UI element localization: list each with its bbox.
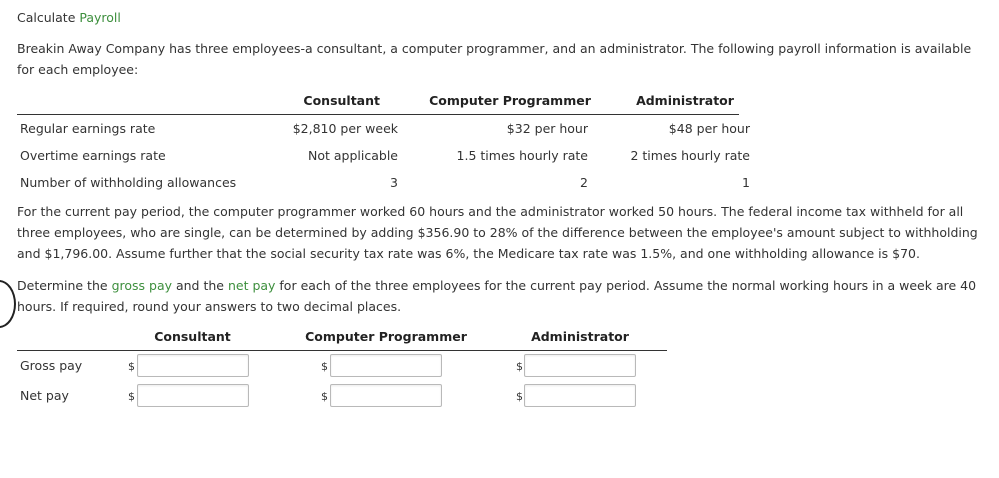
edge-circle-decoration xyxy=(0,280,16,328)
net-pay-label: Net pay xyxy=(20,388,69,403)
info-col-consultant: Consultant xyxy=(303,93,380,108)
info-cell: $2,810 per week xyxy=(292,121,398,136)
currency-symbol: $ xyxy=(516,390,523,403)
answer-col-administrator: Administrator xyxy=(531,329,629,344)
gross-pay-label: Gross pay xyxy=(20,358,83,373)
gross-pay-consultant-input[interactable] xyxy=(137,354,249,377)
answer-table-rule xyxy=(17,350,667,351)
info-cell: Not applicable xyxy=(308,148,398,163)
info-row-label: Regular earnings rate xyxy=(20,121,156,136)
gross-pay-administrator-input[interactable] xyxy=(524,354,636,377)
info-col-programmer: Computer Programmer xyxy=(429,93,591,108)
info-row-label: Number of withholding allowances xyxy=(20,175,237,190)
intro-text: Breakin Away Company has three employees-a consultant, a computer programmer, and an administrator. The following payroll information is available for each employee: xyxy=(17,41,972,77)
net-pay-consultant-input[interactable] xyxy=(137,384,249,407)
info-cell: 3 xyxy=(390,175,398,190)
details-text: For the current pay period, the computer programmer worked 60 hours and the administrator worked 50 hours. The federal income tax withheld for all three employees, who are single, can be determined by adding $356.90 to 28% of the difference between the employee's amount subject to withholding and $1,796.00. Assume further that the social security tax rate was 6%, the Medicare tax rate was 1.5%, and one withholding allowance is $70. xyxy=(17,204,978,261)
info-cell: $32 per hour xyxy=(506,121,588,136)
instruction-text: Determine the gross pay and the net pay for each of the three employees for the current pay period. Assume the normal working hours in a week are 40 hours. If required, round your answers to two decimal places. xyxy=(17,278,977,314)
currency-symbol: $ xyxy=(128,390,135,403)
answer-col-programmer: Computer Programmer xyxy=(305,329,467,344)
page-title: Calculate Payroll xyxy=(17,10,121,25)
info-cell: 1 xyxy=(742,175,750,190)
currency-symbol: $ xyxy=(321,390,328,403)
info-table-rule xyxy=(17,114,739,115)
net-pay-administrator-input[interactable] xyxy=(524,384,636,407)
answer-col-consultant: Consultant xyxy=(154,329,231,344)
currency-symbol: $ xyxy=(128,360,135,373)
net-pay-link[interactable]: net pay xyxy=(227,278,276,293)
topic-link[interactable]: Payroll xyxy=(79,10,121,25)
info-cell: 1.5 times hourly rate xyxy=(456,148,588,163)
info-cell: $48 per hour xyxy=(668,121,750,136)
net-pay-programmer-input[interactable] xyxy=(330,384,442,407)
info-col-administrator: Administrator xyxy=(636,93,734,108)
currency-symbol: $ xyxy=(516,360,523,373)
gross-pay-programmer-input[interactable] xyxy=(330,354,442,377)
info-cell: 2 times hourly rate xyxy=(630,148,750,163)
gross-pay-link[interactable]: gross pay xyxy=(111,278,172,293)
info-cell: 2 xyxy=(580,175,588,190)
currency-symbol: $ xyxy=(321,360,328,373)
info-row-label: Overtime earnings rate xyxy=(20,148,166,163)
